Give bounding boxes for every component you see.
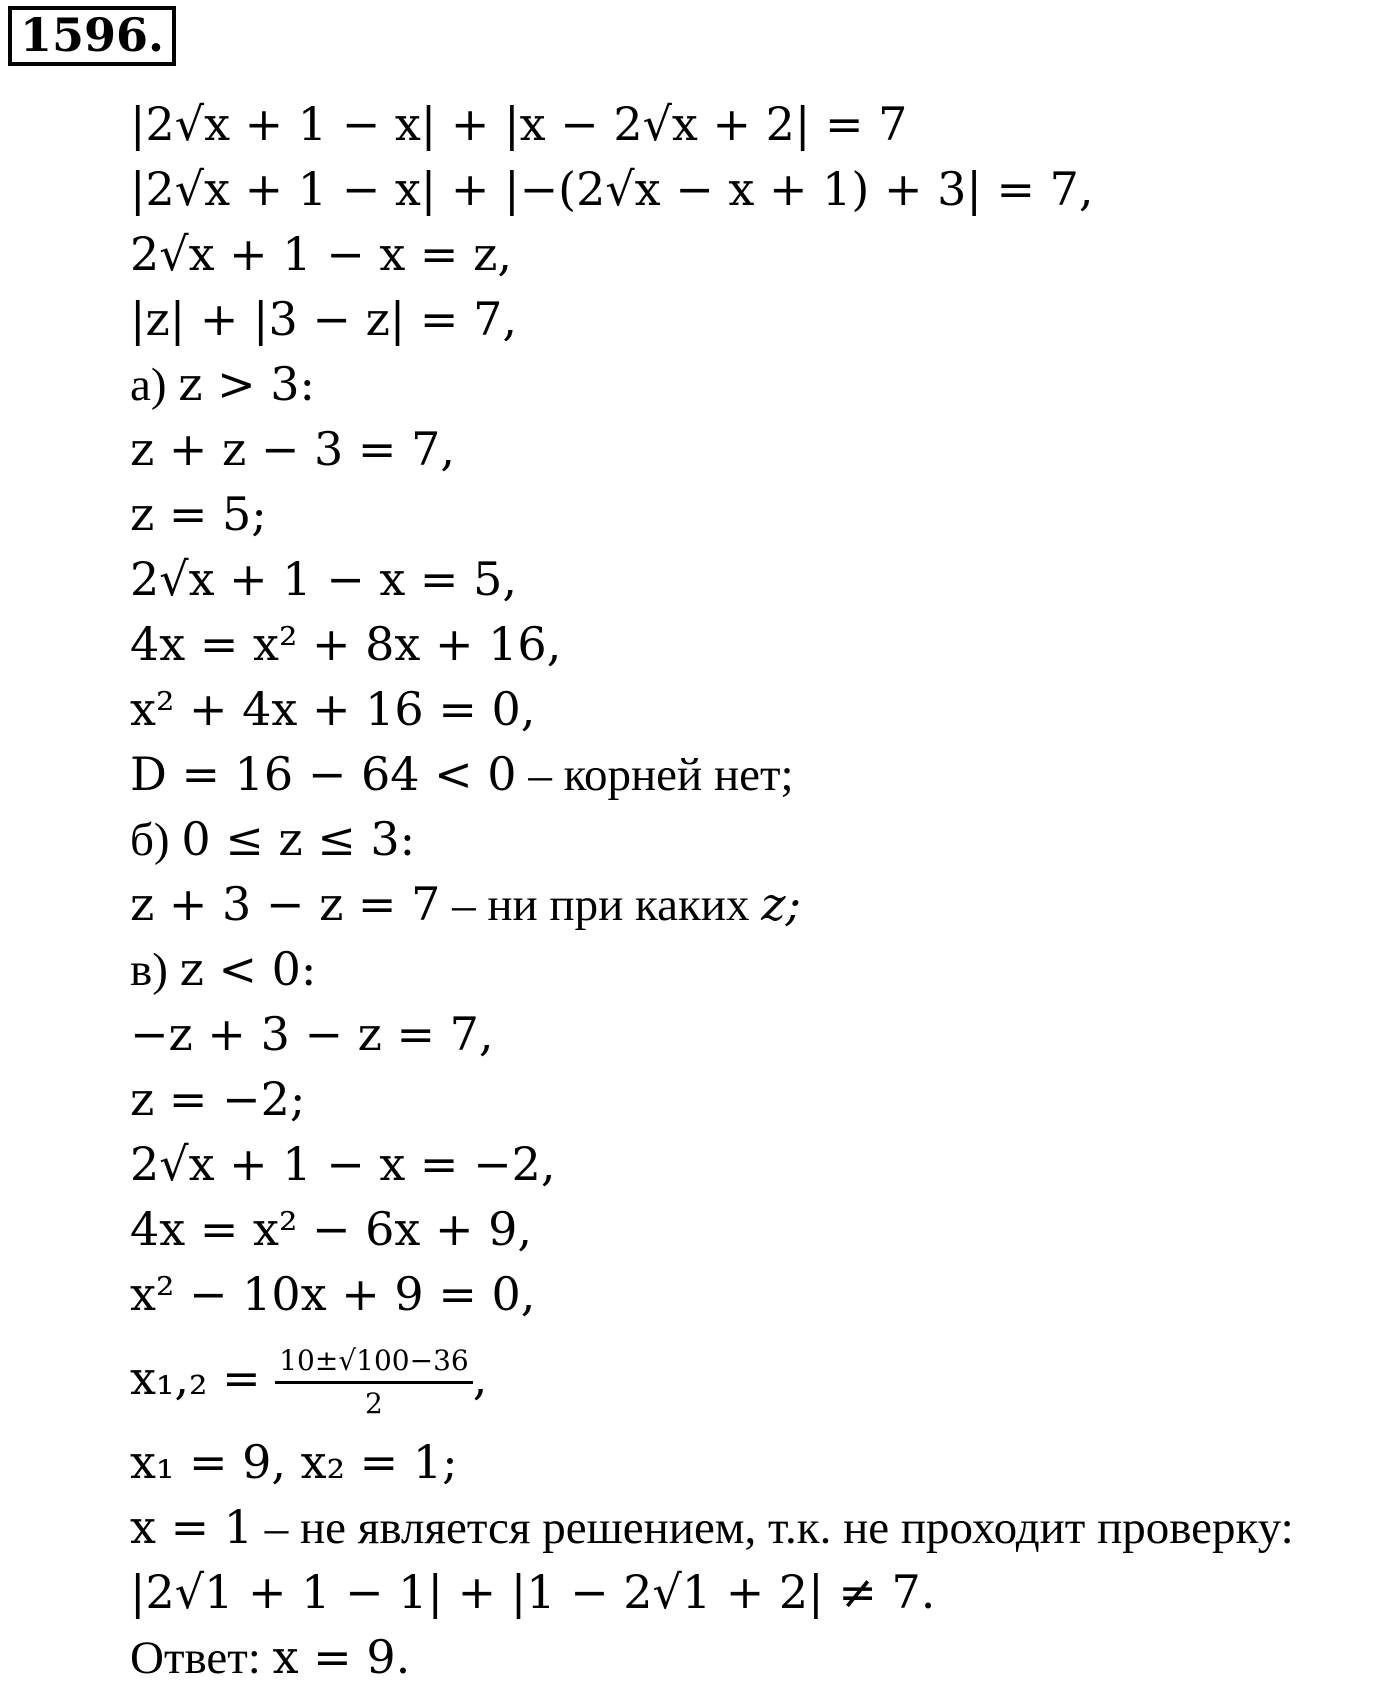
math-expression: z + 3 − z = 7 — [130, 877, 441, 931]
math-expression: x₁ = 9, x₂ = 1; — [130, 1435, 458, 1489]
text-note: – не является решением, т.к. не проходит проверку: — [253, 1502, 1294, 1554]
math-expression: 4x = x² + 8x + 16, — [130, 617, 562, 671]
math-expression: x² + 4x + 16 = 0, — [130, 682, 536, 736]
answer-label: Ответ: — [130, 1632, 273, 1684]
math-expression: |2√x + 1 − x| + |x − 2√x + 2| = 7 — [130, 97, 908, 151]
solution-line-13 — [130, 872, 1390, 937]
solution-line-7 — [130, 482, 1390, 547]
math-expression: 4x = x² − 6x + 9, — [130, 1202, 533, 1256]
solution-line-17 — [130, 1132, 1390, 1197]
math-expression: −z + 3 − z = 7, — [130, 1007, 494, 1061]
solution-line-20 — [130, 1327, 1390, 1430]
solution-line-4 — [130, 287, 1390, 352]
math-expression: |z| + |3 − z| = 7, — [130, 292, 517, 346]
math-tail: z; — [761, 877, 801, 931]
solution-line-6 — [130, 417, 1390, 482]
case-condition: z > 3: — [178, 357, 316, 411]
math-expression: x² − 10x + 9 = 0, — [130, 1267, 536, 1321]
fraction — [275, 1344, 472, 1421]
problem-number: 1596. — [8, 6, 176, 66]
text-note: – корней нет; — [516, 749, 794, 801]
math-expression: 2√x + 1 − x = −2, — [130, 1137, 556, 1191]
solution-body — [130, 92, 1390, 1690]
case-label: а) — [130, 359, 179, 411]
solution-line-10 — [130, 677, 1390, 742]
fraction-tail: , — [472, 1351, 488, 1405]
solution-line-5 — [130, 352, 1390, 417]
math-expression: |2√x + 1 − x| + |−(2√x − x + 1) + 3| = 7, — [130, 162, 1094, 216]
fraction-numerator: 10±√100−36 — [275, 1344, 472, 1384]
solution-line-1 — [130, 92, 1390, 157]
solution-line-19 — [130, 1262, 1390, 1327]
case-condition: 0 ≤ z ≤ 3: — [181, 812, 416, 866]
solution-line-14 — [130, 937, 1390, 1002]
text-note: – ни при каких — [440, 879, 762, 931]
math-expression: x = 1 — [130, 1500, 253, 1554]
solution-line-11 — [130, 742, 1390, 807]
fraction-lhs: x₁,₂ = — [130, 1351, 276, 1405]
solution-line-24 — [130, 1625, 1390, 1690]
solution-line-2 — [130, 157, 1390, 222]
solution-line-12 — [130, 807, 1390, 872]
fraction-denominator: 2 — [365, 1386, 383, 1420]
case-condition: z < 0: — [179, 942, 317, 996]
solution-line-23 — [130, 1560, 1390, 1625]
answer-value: x = 9. — [272, 1630, 411, 1684]
math-expression: D = 16 − 64 < 0 — [130, 747, 517, 801]
solution-line-18 — [130, 1197, 1390, 1262]
solution-line-3 — [130, 222, 1390, 287]
case-label: в) — [130, 944, 180, 996]
solution-line-8 — [130, 547, 1390, 612]
math-expression: z = 5; — [130, 487, 267, 541]
math-expression: 2√x + 1 − x = 5, — [130, 552, 517, 606]
solution-line-21 — [130, 1430, 1390, 1495]
solution-line-22 — [130, 1495, 1390, 1560]
solution-line-16 — [130, 1067, 1390, 1132]
math-expression: |2√1 + 1 − 1| + |1 − 2√1 + 2| ≠ 7. — [130, 1565, 936, 1619]
math-expression: z = −2; — [130, 1072, 306, 1126]
case-label: б) — [130, 814, 182, 866]
solution-line-15 — [130, 1002, 1390, 1067]
math-expression: 2√x + 1 − x = z, — [130, 227, 512, 281]
math-expression: z + z − 3 = 7, — [130, 422, 455, 476]
solution-line-9 — [130, 612, 1390, 677]
